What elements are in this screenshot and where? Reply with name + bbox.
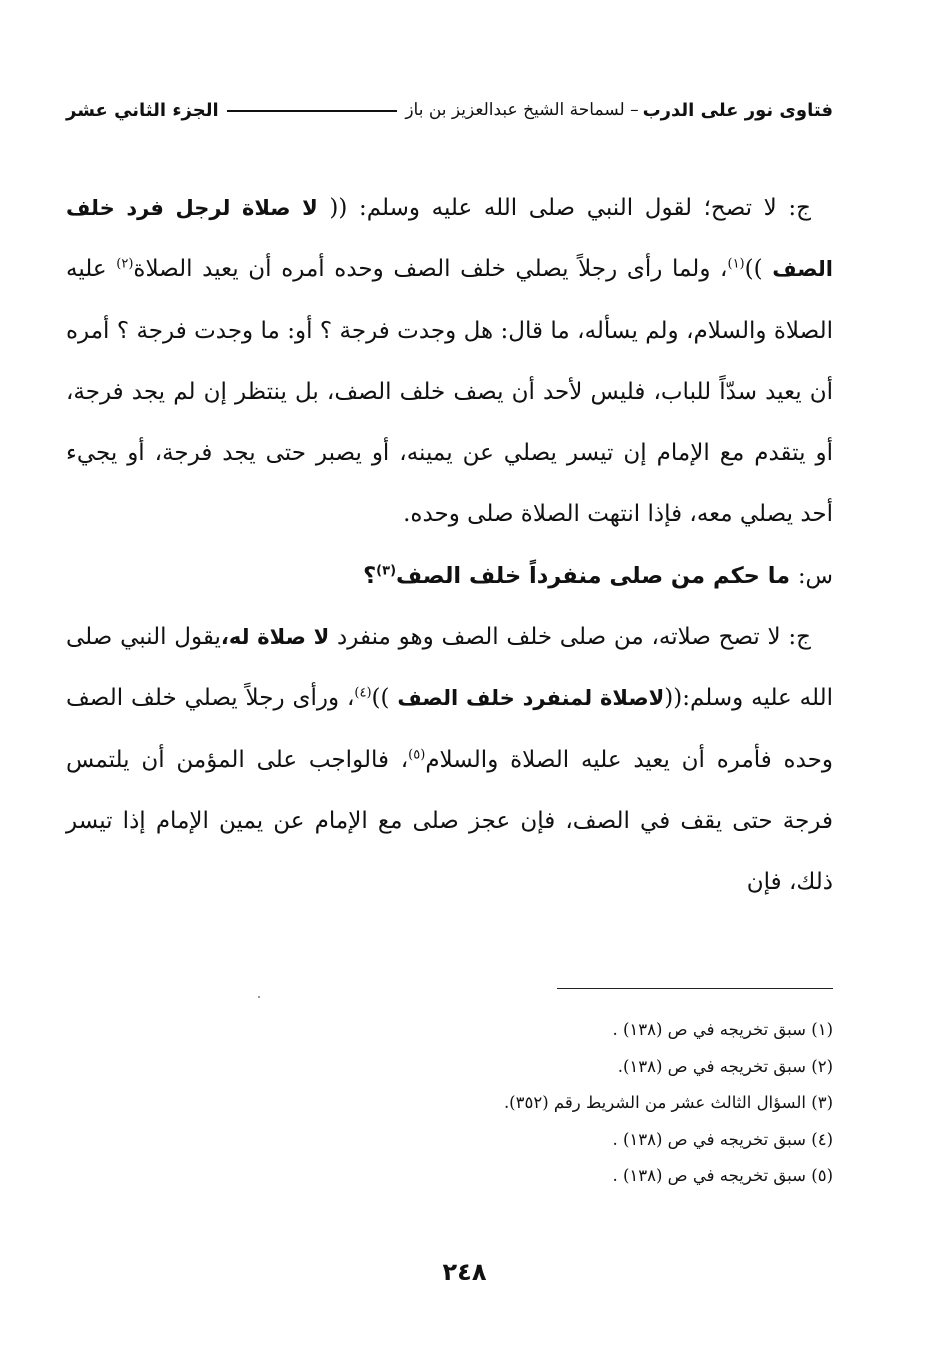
answer1-text-4: عليه الصلاة والسلام، ولم يسأله، ما قال: هل وجدت فرجة ؟ أو: ما وجدت فرجة ؟ أمره أن يعيد سدّاً للباب، فليس لأحد أن يصف خلف الصف، بل ينتظر إن لم يجد فرجة، أو يتقدم مع الإمام إن تيسر يصلي عن يمينه، أو يصبر حتى يجد فرجة، أو يجيء أحد يصلي معه، فإذا انتهت الصلاة صلى وحده.	[66, 256, 833, 528]
answer-paragraph-1	[66, 178, 833, 546]
footnote-ref-5[interactable]: (٥)	[408, 747, 426, 763]
answer1-text-2: ))	[744, 256, 763, 283]
answer1-text-1: ج: لا تصح؛ لقول النبي صلى الله عليه وسلم: ((	[329, 195, 811, 221]
volume-label: الجزء الثاني عشر	[66, 99, 219, 121]
question-text: ما حكم من صلى منفرداً خلف الصف	[396, 562, 791, 589]
main-text	[66, 178, 833, 914]
footnote-4: (٤) سبق تخريجه في ص (١٣٨) .	[612, 1129, 833, 1149]
question-heading	[66, 546, 833, 607]
footnote-ref-1[interactable]: (١)	[727, 256, 745, 272]
footnote-separator	[557, 988, 833, 989]
hadith-quote-2: لاصلاة لمنفرد خلف الصف	[397, 686, 665, 711]
answer2-text-2: يقول النبي صلى الله عليه وسلم:((	[66, 624, 834, 712]
footnote-5: (٥) سبق تخريجه في ص (١٣٨) .	[612, 1166, 833, 1185]
book-title: فتاوى نور على الدرب	[642, 99, 833, 121]
author-name: – لسماحة الشيخ عبدالعزيز بن باز	[405, 100, 639, 120]
footnote-ref-3[interactable]: (٣)	[376, 563, 397, 579]
question-mark: ؟	[363, 562, 377, 589]
answer2-text-5: ، فالواجب على المؤمن أن يلتمس فرجة حتى يقف في الصف، فإن عجز صلى مع الإمام عن يمين الإمام إذا تيسر ذلك، فإن	[66, 746, 833, 896]
answer2-text-3: ))	[371, 685, 390, 712]
answer2-text-4: ، ورأى رجلاً يصلي خلف الصف وحده فأمره أن يعيد عليه الصلاة والسلام	[66, 685, 833, 773]
footnote-2: (٢) سبق تخريجه في ص (١٣٨).	[617, 1056, 833, 1076]
footnotes	[66, 1012, 833, 1195]
scan-speck	[258, 996, 260, 998]
answer-paragraph-2	[66, 607, 833, 913]
answer2-text-1: ج: لا تصح صلاته، من صلى خلف الصف وهو منفرد	[337, 624, 812, 651]
header-rule	[227, 110, 398, 112]
footnote-ref-2[interactable]: (٢)	[116, 256, 134, 272]
answer2-bold-1: لا صلاة له،	[220, 625, 330, 650]
page-number: ٢٤٨	[442, 1258, 487, 1286]
footnote-1: (١) سبق تخريجه في ص (١٣٨) .	[612, 1020, 833, 1039]
footnote-3: (٣) السؤال الثالث عشر من الشريط رقم (٣٥٢).	[503, 1093, 833, 1112]
hadith-quote-1: لا صلاة لرجل فرد خلف الصف	[66, 196, 834, 282]
header-title-group	[405, 100, 833, 121]
answer1-text-3: ، ولما رأى رجلاً يصلي خلف الصف وحده أمره أن يعيد الصلاة	[133, 256, 728, 283]
running-header	[66, 92, 833, 128]
question-prefix: س:	[797, 562, 833, 589]
footnote-ref-4[interactable]: (٤)	[354, 685, 372, 701]
